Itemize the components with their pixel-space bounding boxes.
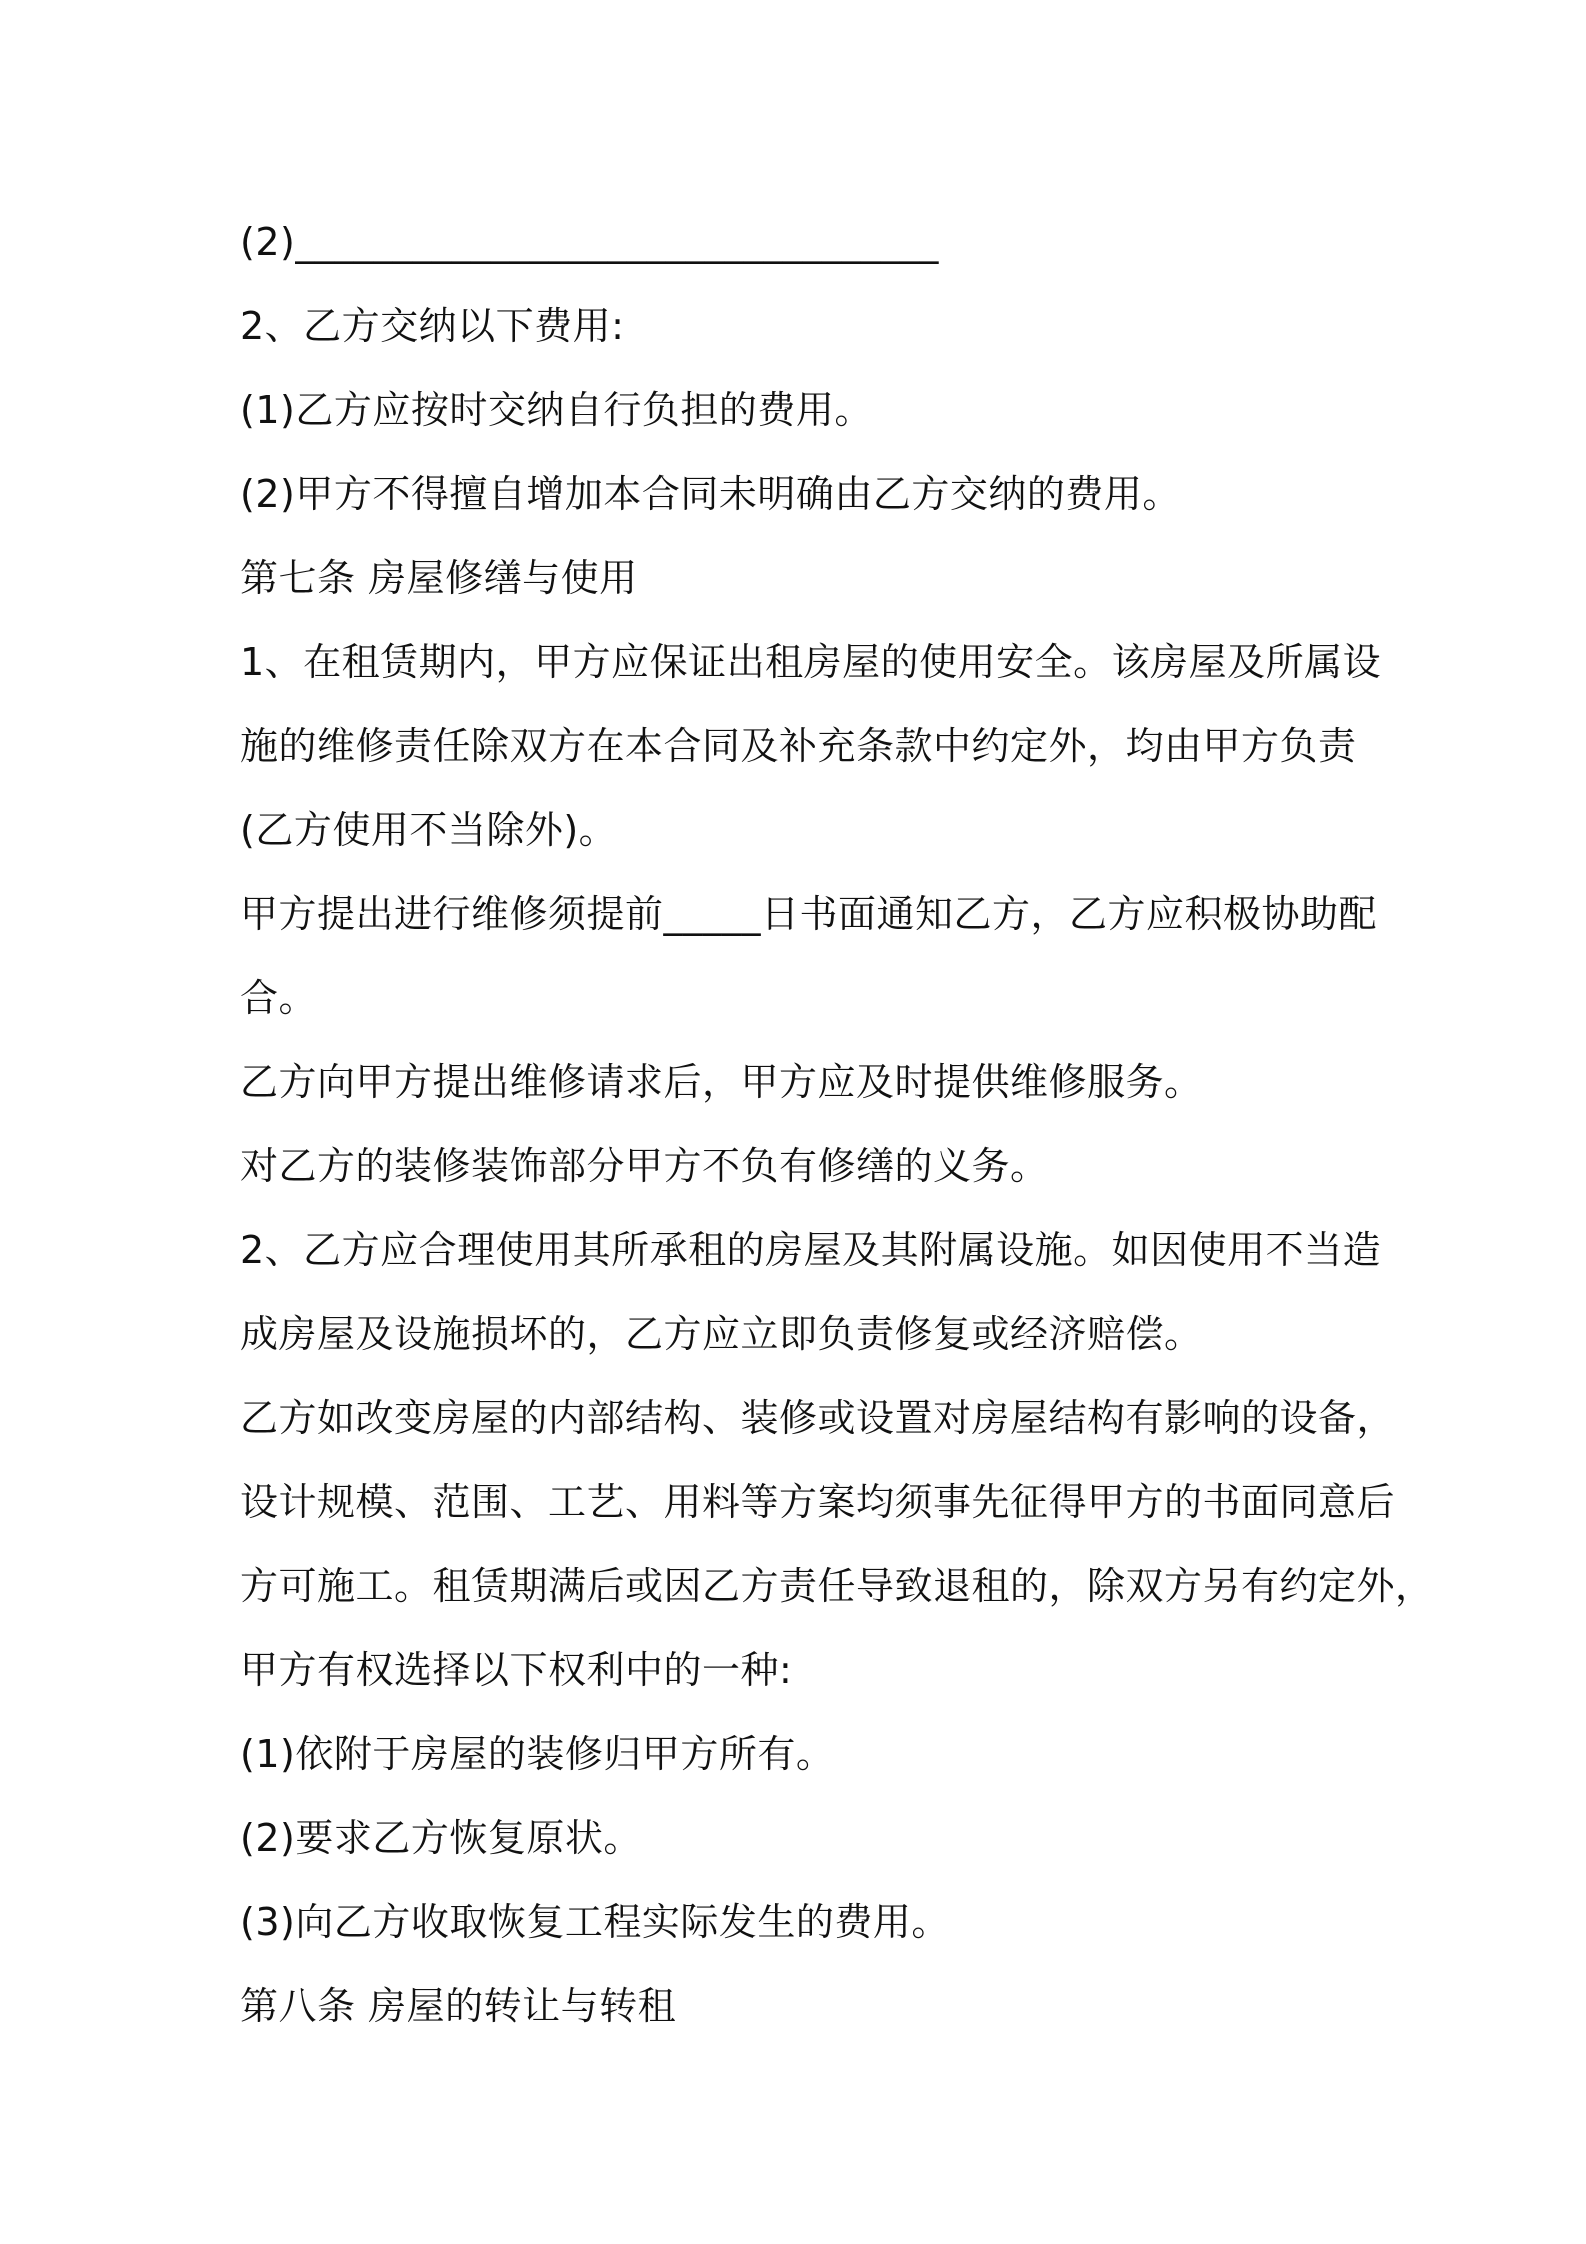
article-7-para-1-line-3: (乙方使用不当除外)。 [240, 808, 618, 852]
article-7-title: 第七条 房屋修缮与使用 [240, 556, 638, 600]
blank-item-2: (2)_________________________________ [240, 220, 939, 264]
article-7-para-1-line-2: 施的维修责任除双方在本合同及补充条款中约定外，均由甲方负责 [240, 724, 1357, 768]
article-7-option-3: (3)向乙方收取恢复工程实际发生的费用。 [240, 1900, 950, 1944]
article-7-repair-request: 乙方向甲方提出维修请求后，甲方应及时提供维修服务。 [240, 1060, 1203, 1104]
article-7-option-1: (1)依附于房屋的装修归甲方所有。 [240, 1732, 835, 1776]
clause-tenant-fees-item-1: (1)乙方应按时交纳自行负担的费用。 [240, 388, 873, 432]
clause-tenant-fees-heading: 2、乙方交纳以下费用: [240, 304, 625, 348]
article-8-title: 第八条 房屋的转让与转租 [240, 1984, 677, 2028]
document-body [240, 200, 1434, 2048]
article-7-para-2-line-1: 2、乙方应合理使用其所承租的房屋及其附属设施。如因使用不当造 [240, 1228, 1382, 1272]
article-7-decoration-note: 对乙方的装修装饰部分甲方不负有修缮的义务。 [240, 1144, 1049, 1188]
article-7-alteration-line-1: 乙方如改变房屋的内部结构、装修或设置对房屋结构有影响的设备， [240, 1396, 1396, 1440]
article-7-notice-line-2: 合。 [240, 976, 318, 1020]
article-7-alteration-line-2: 设计规模、范围、工艺、用料等方案均须事先征得甲方的书面同意后 [240, 1480, 1396, 1524]
article-7-para-1-line-1: 1、在租赁期内，甲方应保证出租房屋的使用安全。该房屋及所属设 [240, 640, 1382, 684]
article-7-option-2: (2)要求乙方恢复原状。 [240, 1816, 642, 1860]
article-7-alteration-line-3: 方可施工。租赁期满后或因乙方责任导致退租的，除双方另有约定外， [240, 1564, 1434, 1608]
article-7-alteration-line-4: 甲方有权选择以下权利中的一种: [240, 1648, 793, 1692]
article-7-para-2-line-2: 成房屋及设施损坏的，乙方应立即负责修复或经济赔偿。 [240, 1312, 1203, 1356]
article-7-notice-line-1: 甲方提出进行维修须提前_____日书面通知乙方，乙方应积极协助配 [240, 892, 1378, 936]
clause-tenant-fees-item-2: (2)甲方不得擅自增加本合同未明确由乙方交纳的费用。 [240, 472, 1181, 516]
